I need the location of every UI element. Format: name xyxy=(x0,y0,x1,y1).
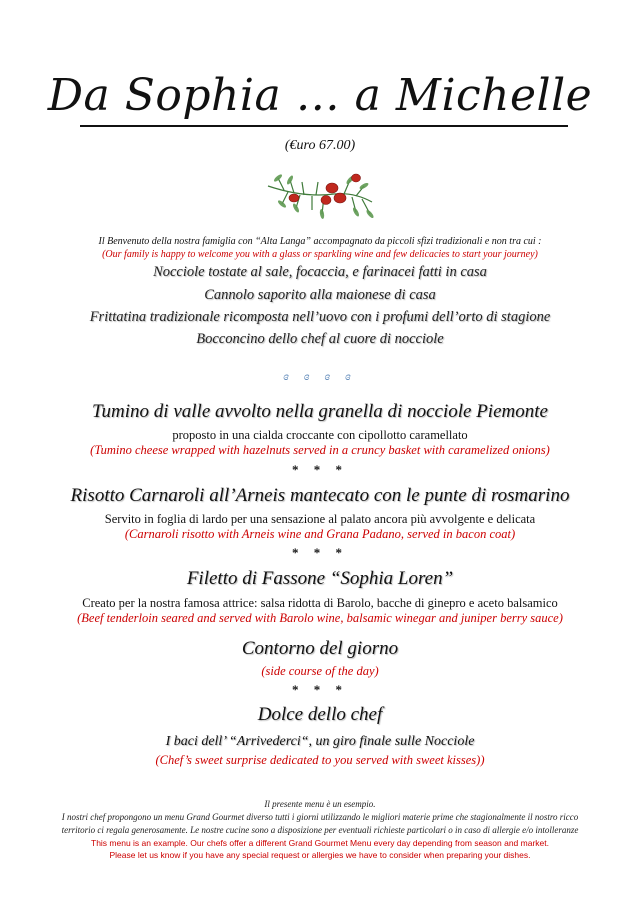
ornamental-divider: ɞ ɞ ɞ ɞ xyxy=(283,369,357,383)
footer-note: Il presente menu è un esempio. xyxy=(264,799,376,809)
course-translation: (Chef’s sweet surprise dedicated to you served with sweet kisses)) xyxy=(155,753,485,767)
course-title: Risotto Carnaroli all’Arneis mantecato con le punte di rosmarino xyxy=(70,485,570,506)
course-description: Servito in foglia di lardo per una sensazione al palato ancora più avvolgente e delicata xyxy=(104,512,536,526)
welcome-text-english: (Our family is happy to welcome you with a glass or sparkling wine and few delicacies to start your journey) xyxy=(102,249,538,260)
menu-title: Da Sophia … a Michelle xyxy=(47,70,593,121)
course-description: proposto in una cialda croccante con cipollotto caramellato xyxy=(172,428,468,442)
footer-note-english: Please let us know if you have any special request or allergies we have to consider when preparing your dishes. xyxy=(109,850,531,860)
course-translation: (Beef tenderloin seared and served with Barolo wine, balsamic winegar and juniper berry sauce) xyxy=(77,611,563,625)
holly-sprig-icon xyxy=(264,168,376,226)
footer-note: I nostri chef propongono un menu Grand Gourmet diverso tutti i giorni utilizzando le migliori materie prime che stagionalmente il nostro ricco xyxy=(61,812,579,822)
course-separator: * * * xyxy=(292,682,348,697)
welcome-text-italian: Il Benvenuto della nostra famiglia con “Alta Langa” accompagnato da piccoli sfizi tradizionali e non tra cui : xyxy=(98,236,542,247)
course-title: Contorno del giorno xyxy=(241,638,399,659)
course-title: Dolce dello chef xyxy=(257,704,383,725)
amuse-item: Cannolo saporito alla maionese di casa xyxy=(204,287,436,303)
course-translation: (Carnaroli risotto with Arneis wine and Grana Padano, served in bacon coat) xyxy=(124,527,516,541)
footer-note-english: This menu is an example. Our chefs offer a different Grand Gourmet Menu every day depending from season and market. xyxy=(91,838,549,848)
course-title: Tumino di valle avvolto nella granella di nocciole Piemonte xyxy=(92,401,548,422)
footer-note: territorio ci regala generosamente. Le nostre cucine sono a disposizione per eventuali richieste particolari o in caso di allergie e/o intolleranze xyxy=(61,825,579,835)
course-separator: * * * xyxy=(292,462,348,477)
amuse-item: Nocciole tostate al sale, focaccia, e farinacei fatti in casa xyxy=(153,264,487,280)
amuse-item: Bocconcino dello chef al cuore di nocciole xyxy=(196,331,444,347)
course-description: I baci dell’ “Arrivederci“, un giro finale sulle Nocciole xyxy=(165,734,475,749)
course-title: Filetto di Fassone “Sophia Loren” xyxy=(186,568,454,589)
amuse-item: Frittatina tradizionale ricomposta nell’uovo con i profumi dell’orto di stagione xyxy=(89,309,551,325)
title-underline xyxy=(80,125,568,127)
course-separator: * * * xyxy=(292,545,348,560)
course-translation: (Tumino cheese wrapped with hazelnuts served in a cruncy basket with caramelized onions) xyxy=(90,443,550,457)
course-description: Creato per la nostra famosa attrice: salsa ridotta di Barolo, bacche di ginepro e aceto balsamico xyxy=(82,596,558,610)
menu-price: (€uro 67.00) xyxy=(284,138,356,153)
course-translation: (side course of the day) xyxy=(261,664,379,678)
